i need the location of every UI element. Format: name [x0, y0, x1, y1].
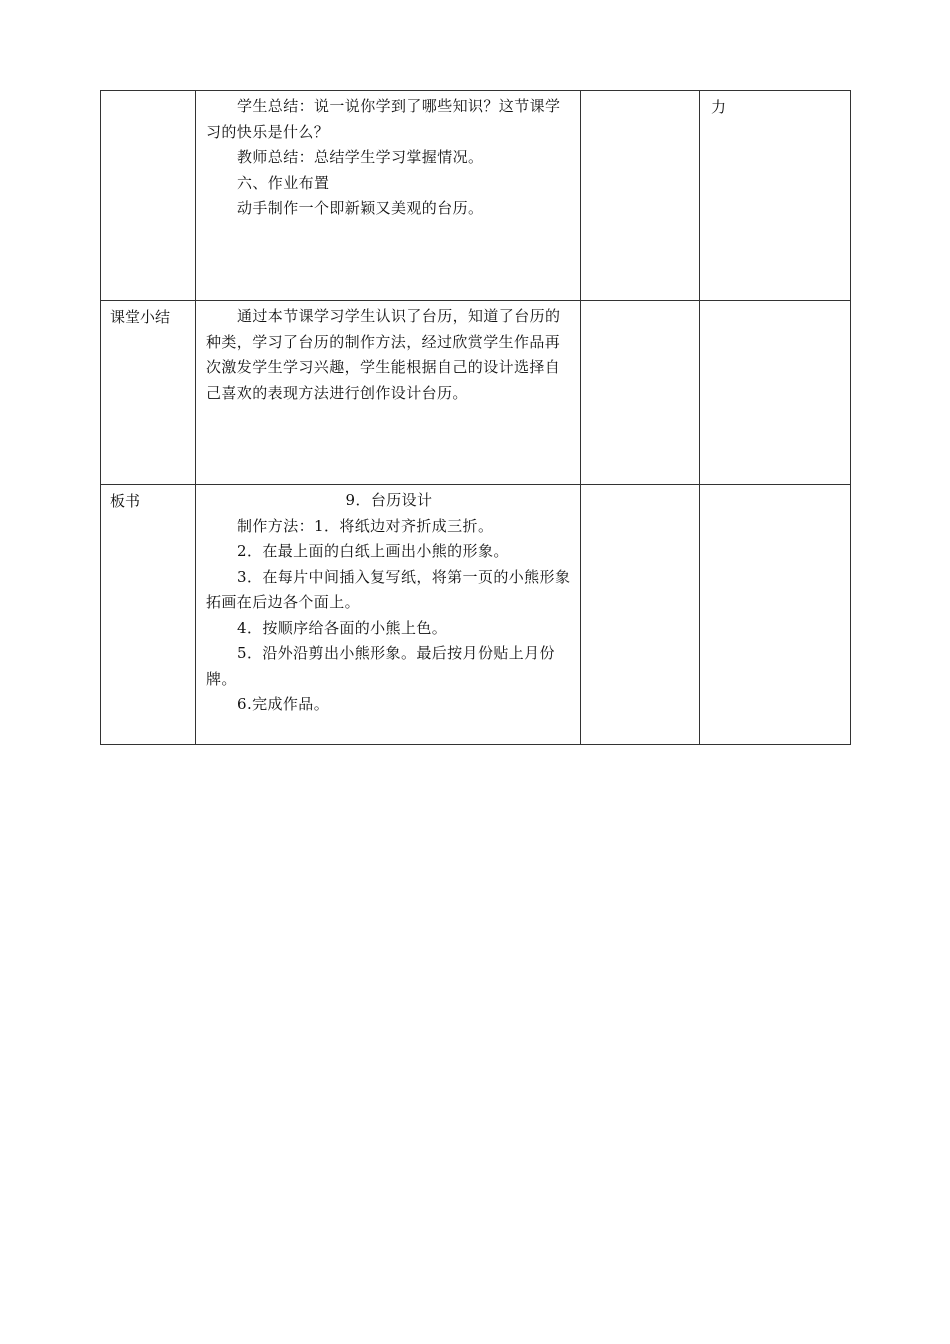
row-label — [101, 91, 196, 301]
table-row — [101, 301, 851, 485]
paragraph: 六、作业布置 — [237, 173, 330, 192]
paragraph: 4．按顺序给各面的小熊上色。 — [237, 618, 448, 637]
empty-cell — [581, 301, 700, 485]
paragraph: 教师总结：总结学生学习掌握情况。 — [237, 148, 484, 166]
side-cell: 力 — [700, 91, 851, 301]
paragraph: 2．在最上面的白纸上画出小熊的形象。 — [237, 542, 509, 560]
lesson-plan-table — [100, 90, 851, 745]
row-label: 板书 — [101, 485, 196, 745]
row-label: 课堂小结 — [101, 301, 196, 485]
table-row — [101, 485, 851, 745]
content-cell — [196, 485, 581, 745]
paragraph: 6.完成作品。 — [237, 695, 330, 713]
paragraph: 5．沿外沿剪出小熊形象。最后按月份贴上月份牌。 — [206, 644, 555, 688]
table-row — [101, 91, 851, 301]
empty-cell — [581, 91, 700, 301]
paragraph: 制作方法：1．将纸边对齐折成三折。 — [237, 516, 494, 535]
side-cell — [700, 485, 851, 745]
content-cell — [196, 91, 581, 301]
empty-cell — [581, 485, 700, 745]
content-cell — [196, 301, 581, 485]
paragraph: 3．在每片中间插入复写纸，将第一页的小熊形象拓画在后边各个面上。 — [206, 567, 571, 611]
paragraph: 学生总结：说一说你学到了哪些知识？这节课学习的快乐是什么？ — [206, 97, 561, 141]
paragraph: 动手制作一个即新颖又美观的台历。 — [237, 199, 484, 217]
side-cell — [700, 301, 851, 485]
board-title: 9．台历设计 — [345, 491, 433, 509]
paragraph: 通过本节课学习学生认识了台历，知道了台历的种类，学习了台历的制作方法，经过欣赏学生作品再次激发学生学习兴趣，学生能根据自己的设计选择自己喜欢的表现方法进行创作设计台历。 — [206, 307, 561, 402]
